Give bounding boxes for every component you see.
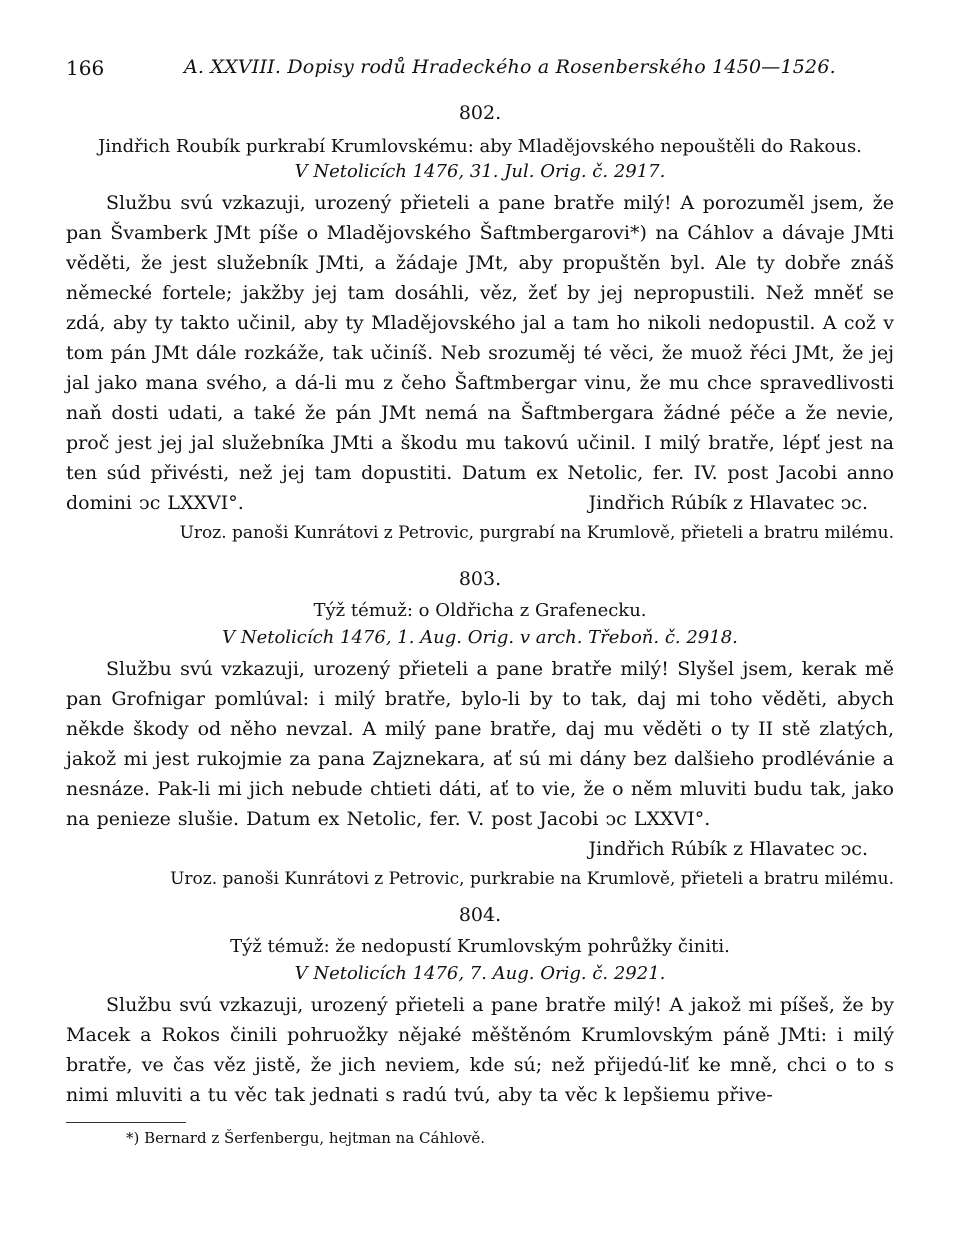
letter-header: Jindřich Roubík purkrabí Krumlovskému: aby Mladějovského nepouštěli do Rakous. bbox=[98, 136, 862, 157]
footnote-divider bbox=[66, 1122, 186, 1123]
letter-signature: Jindřich Rúbík z Hlavatec ͻc. bbox=[588, 492, 868, 514]
letter-number: 803. bbox=[458, 568, 502, 590]
letter-number: 802. bbox=[458, 102, 502, 124]
letter-header: Týž témuž: že nedopustí Krumlovským pohrůžky činiti. bbox=[230, 936, 730, 957]
letter-address: Uroz. panoši Kunrátovi z Petrovic, purkrabie na Krumlově, přieteli a bratru milému. bbox=[170, 869, 894, 889]
letter-place: V Netolicích 1476, 1. Aug. Orig. v arch. Třeboň. č. 2918. bbox=[222, 627, 738, 648]
page bbox=[66, 56, 894, 1147]
letter-804 bbox=[66, 904, 894, 1110]
footnote: *) Bernard z Šerfenbergu, hejtman na Cáhlově. bbox=[126, 1129, 486, 1147]
running-title: A. XXVIII. Dopisy rodů Hradeckého a Rosenberského 1450—1526. bbox=[184, 56, 836, 78]
letter-body: Službu svú vzkazuji, urozený přieteli a pane bratře milý! Slyšel jsem, kerak mě pan Grofnigar pomlúval: i milý bratře, bylo-li by to tak, daj mi toho věděti, abych někde škody od něho nevzal. A milý pane bratře, daj mu věděti o ty II stě zlatých, jakož mi jest rukojmie za pana Zajznekara, ať sú mi dány bez dalšieho prodlévánie a nesnáze. Pak-li mi jich nebude chtieti dáti, ať to vie, že o něm mluviti budu tak, jako na penieze slušie. Datum ex Netolic, fer. V. post Jacobi ͻc LXXVI°. bbox=[66, 658, 894, 830]
letter-803 bbox=[66, 568, 894, 894]
page-number: 166 bbox=[66, 56, 105, 80]
running-head bbox=[66, 56, 894, 86]
letter-signature: Jindřich Rúbík z Hlavatec ͻc. bbox=[588, 838, 868, 860]
letter-802 bbox=[66, 102, 894, 548]
letter-header: Týž témuž: o Oldřicha z Grafenecku. bbox=[313, 600, 647, 621]
letter-place: V Netolicích 1476, 31. Jul. Orig. č. 2917. bbox=[294, 161, 666, 182]
letter-place: V Netolicích 1476, 7. Aug. Orig. č. 2921. bbox=[294, 963, 666, 984]
letter-body: Službu svú vzkazuji, urozený přieteli a pane bratře milý! A jakož mi píšeš, že by Macek a Rokos činili pohruožky nějaké měštěnóm Krumlovským páně JMti: i milý bratře, ve čas věz jistě, že jich neviem, kde sú; než přijedú-liť ke mně, chci o to s nimi mluviti a tu věc tak jednati s radú tvú, aby ta věc k lepšiemu přive- bbox=[66, 994, 894, 1106]
letter-number: 804. bbox=[458, 904, 502, 926]
letter-address: Uroz. panoši Kunrátovi z Petrovic, purgrabí na Krumlově, přieteli a bratru milému. bbox=[179, 523, 894, 543]
letter-body: Službu svú vzkazuji, urozený přieteli a pane bratře milý! A porozuměl jsem, že pan Švamberk JMt píše o Mladějovského Šaftmbergarovi*) na Cáhlov a dávaje JMti věděti, že jest služebník JMti, a žádaje JMt, aby propuštěn byl. Ale ty dobře znáš německé fortele; jakžby jej tam dosáhli, věz, žeť by jej nepropustili. Než mněť se zdá, aby ty takto učinil, aby ty Mladějovského jal a tam ho nikoli nedopustil. A což v tom pán JMt dále rozkáže, tak učiníš. Neb srozuměj té věci, že muož řéci JMt, že jej jal jako mana svého, a dá-li mu z čeho Šaftmbergar vinu, že mu chce spravedlivosti naň dosti udati, a také že pán JMt nemá na Šaftmbergara žádné péče a že nevie, proč jest jej jal služebníka JMti a škodu mu takovú učinil. I milý bratře, lépť jest na ten súd přivésti, než jej tam dopustiti. Datum ex Netolic, fer. IV. post Jacobi anno domini ͻc LXXVI°. bbox=[66, 192, 894, 514]
